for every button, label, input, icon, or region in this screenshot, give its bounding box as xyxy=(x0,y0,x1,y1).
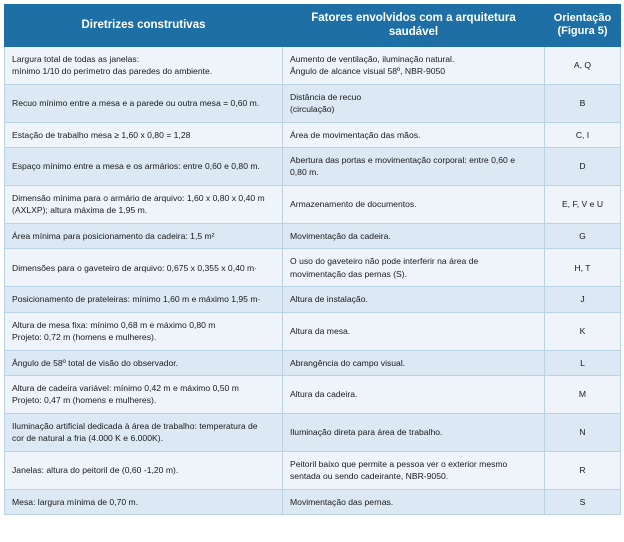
table-row xyxy=(5,489,621,514)
table-row xyxy=(5,148,621,186)
fator-line1: Altura da cadeira. xyxy=(290,389,358,400)
cell-fator xyxy=(283,489,545,514)
cell-diretriz xyxy=(5,122,283,147)
table-row xyxy=(5,413,621,451)
cell-fator xyxy=(283,350,545,375)
cell-orientacao: B xyxy=(545,84,621,122)
fator-line1: Movimentação das pernas. xyxy=(290,496,394,507)
header-diretrizes-construtivas: Diretrizes construtivas xyxy=(5,5,283,47)
cell-orientacao: K xyxy=(545,312,621,350)
cell-orientacao: N xyxy=(545,413,621,451)
fator-line1: Área de movimentação das mãos. xyxy=(290,129,421,140)
construction-guidelines-table xyxy=(4,4,621,515)
diretriz-line1: Espaço mínimo entre a mesa e os armários: entre 0,60 e 0,80 m. xyxy=(12,161,260,172)
fator-line2: 0,80 m. xyxy=(290,167,319,178)
diretriz-line1: Iluminação artificial dedicada à área de trabalho: temperatura de xyxy=(12,420,258,431)
cell-diretriz xyxy=(5,249,283,287)
header-orientacao xyxy=(545,5,621,47)
diretriz-line1: Posicionamento de prateleiras: mínimo 1,60 m e máximo 1,95 m· xyxy=(12,294,261,305)
fator-line1: Abertura das portas e movimentação corporal: entre 0,60 e xyxy=(290,155,515,166)
table-row xyxy=(5,451,621,489)
table-row xyxy=(5,287,621,312)
cell-fator xyxy=(283,312,545,350)
cell-fator xyxy=(283,185,545,223)
diretriz-line1: Dimensão mínima para o armário de arquivo: 1,60 x 0,80 x 0,40 m xyxy=(12,192,265,203)
diretriz-line1: Altura de mesa fixa: mínimo 0,68 m e máximo 0,80 m xyxy=(12,319,216,330)
diretriz-line1: Mesa: largura mínima de 0,70 m. xyxy=(12,496,139,507)
diretriz-line2: (AXLXP); altura máxima de 1,95 m. xyxy=(12,205,148,216)
cell-diretriz xyxy=(5,350,283,375)
diretriz-line2: mínimo 1/10 do perímetro das paredes do ambiente. xyxy=(12,66,213,77)
fator-line1: Abrangência do campo visual. xyxy=(290,357,406,368)
diretriz-line2: Projeto: 0,47 m (homens e mulheres). xyxy=(12,395,157,406)
cell-fator xyxy=(283,46,545,84)
diretriz-line1: Estação de trabalho mesa ≥ 1,60 x 0,80 = 1,28 xyxy=(12,129,191,140)
diretriz-line2: cor de natural a fria (4.000 K e 6.000K). xyxy=(12,433,163,444)
cell-orientacao: J xyxy=(545,287,621,312)
table-row xyxy=(5,185,621,223)
table-header-row xyxy=(5,5,621,47)
cell-fator xyxy=(283,148,545,186)
cell-orientacao: H, T xyxy=(545,249,621,287)
cell-diretriz xyxy=(5,413,283,451)
cell-orientacao: D xyxy=(545,148,621,186)
cell-fator xyxy=(283,84,545,122)
cell-fator xyxy=(283,413,545,451)
cell-diretriz xyxy=(5,185,283,223)
cell-diretriz xyxy=(5,84,283,122)
diretriz-line1: Largura total de todas as janelas: xyxy=(12,53,140,64)
diretriz-line1: Dimensões para o gaveteiro de arquivo: 0,675 x 0,355 x 0,40 m· xyxy=(12,262,258,273)
table-header xyxy=(5,5,621,47)
cell-diretriz xyxy=(5,148,283,186)
fator-line2: sentada ou sendo cadeirante, NBR-9050. xyxy=(290,471,449,482)
cell-diretriz xyxy=(5,376,283,414)
fator-line1: Aumento de ventilação, iluminação natural. xyxy=(290,53,455,64)
diretriz-line1: Área mínima para posicionamento da cadeira: 1,5 m² xyxy=(12,230,215,241)
table-row xyxy=(5,376,621,414)
header-fatores-arquitetura-saudavel: Fatores envolvidos com a arquitetura saudável xyxy=(283,5,545,47)
fator-line1: Armazenamento de documentos. xyxy=(290,199,417,210)
header-orientacao-line2: (Figura 5) xyxy=(557,25,608,38)
header-orientacao-line1: Orientação xyxy=(553,11,612,24)
cell-fator xyxy=(283,249,545,287)
table-row xyxy=(5,350,621,375)
diretriz-line1: Janelas: altura do peitoril de (0,60 -1,20 m). xyxy=(12,465,179,476)
fator-line1: Peitoril baixo que permite a pessoa ver o exterior mesmo xyxy=(290,458,508,469)
table-row xyxy=(5,249,621,287)
fator-line1: Movimentação da cadeira. xyxy=(290,230,391,241)
cell-fator xyxy=(283,287,545,312)
cell-diretriz xyxy=(5,489,283,514)
cell-orientacao: C, I xyxy=(545,122,621,147)
cell-fator xyxy=(283,122,545,147)
cell-fator xyxy=(283,223,545,248)
cell-diretriz xyxy=(5,223,283,248)
table-row xyxy=(5,46,621,84)
table-body xyxy=(5,46,621,514)
cell-orientacao: L xyxy=(545,350,621,375)
fator-line1: Iluminação direta para área de trabalho. xyxy=(290,427,443,438)
diretriz-line1: Ângulo de 58º total de visão do observador. xyxy=(12,357,179,368)
diretriz-line1: Altura de cadeira variável: mínimo 0,42 m e máximo 0,50 m xyxy=(12,383,239,393)
cell-diretriz xyxy=(5,451,283,489)
table-row xyxy=(5,223,621,248)
cell-orientacao: S xyxy=(545,489,621,514)
fator-line1: O uso do gaveteiro não pode interferir na área de xyxy=(290,256,479,267)
fator-line2: Ângulo de alcance visual 58º, NBR-9050 xyxy=(290,66,446,77)
diretriz-line2: Projeto: 0,72 m (homens e mulheres). xyxy=(12,332,157,343)
table-row xyxy=(5,312,621,350)
cell-orientacao: E, F, V e U xyxy=(545,185,621,223)
fator-line2: (circulação) xyxy=(290,104,335,115)
cell-diretriz xyxy=(5,312,283,350)
cell-diretriz xyxy=(5,46,283,84)
fator-line1: Altura de instalação. xyxy=(290,294,368,305)
cell-fator xyxy=(283,451,545,489)
fator-line1: Distância de recuo xyxy=(290,91,362,102)
table-row xyxy=(5,122,621,147)
cell-orientacao: G xyxy=(545,223,621,248)
fator-line2: movimentação das pernas (S). xyxy=(290,268,408,279)
cell-orientacao: A, Q xyxy=(545,46,621,84)
fator-line1: Altura da mesa. xyxy=(290,325,351,336)
cell-diretriz xyxy=(5,287,283,312)
cell-orientacao: M xyxy=(545,376,621,414)
table-row xyxy=(5,84,621,122)
diretriz-line1: Recuo mínimo entre a mesa e a parede ou outra mesa = 0,60 m. xyxy=(12,97,260,108)
cell-orientacao: R xyxy=(545,451,621,489)
cell-fator xyxy=(283,376,545,414)
